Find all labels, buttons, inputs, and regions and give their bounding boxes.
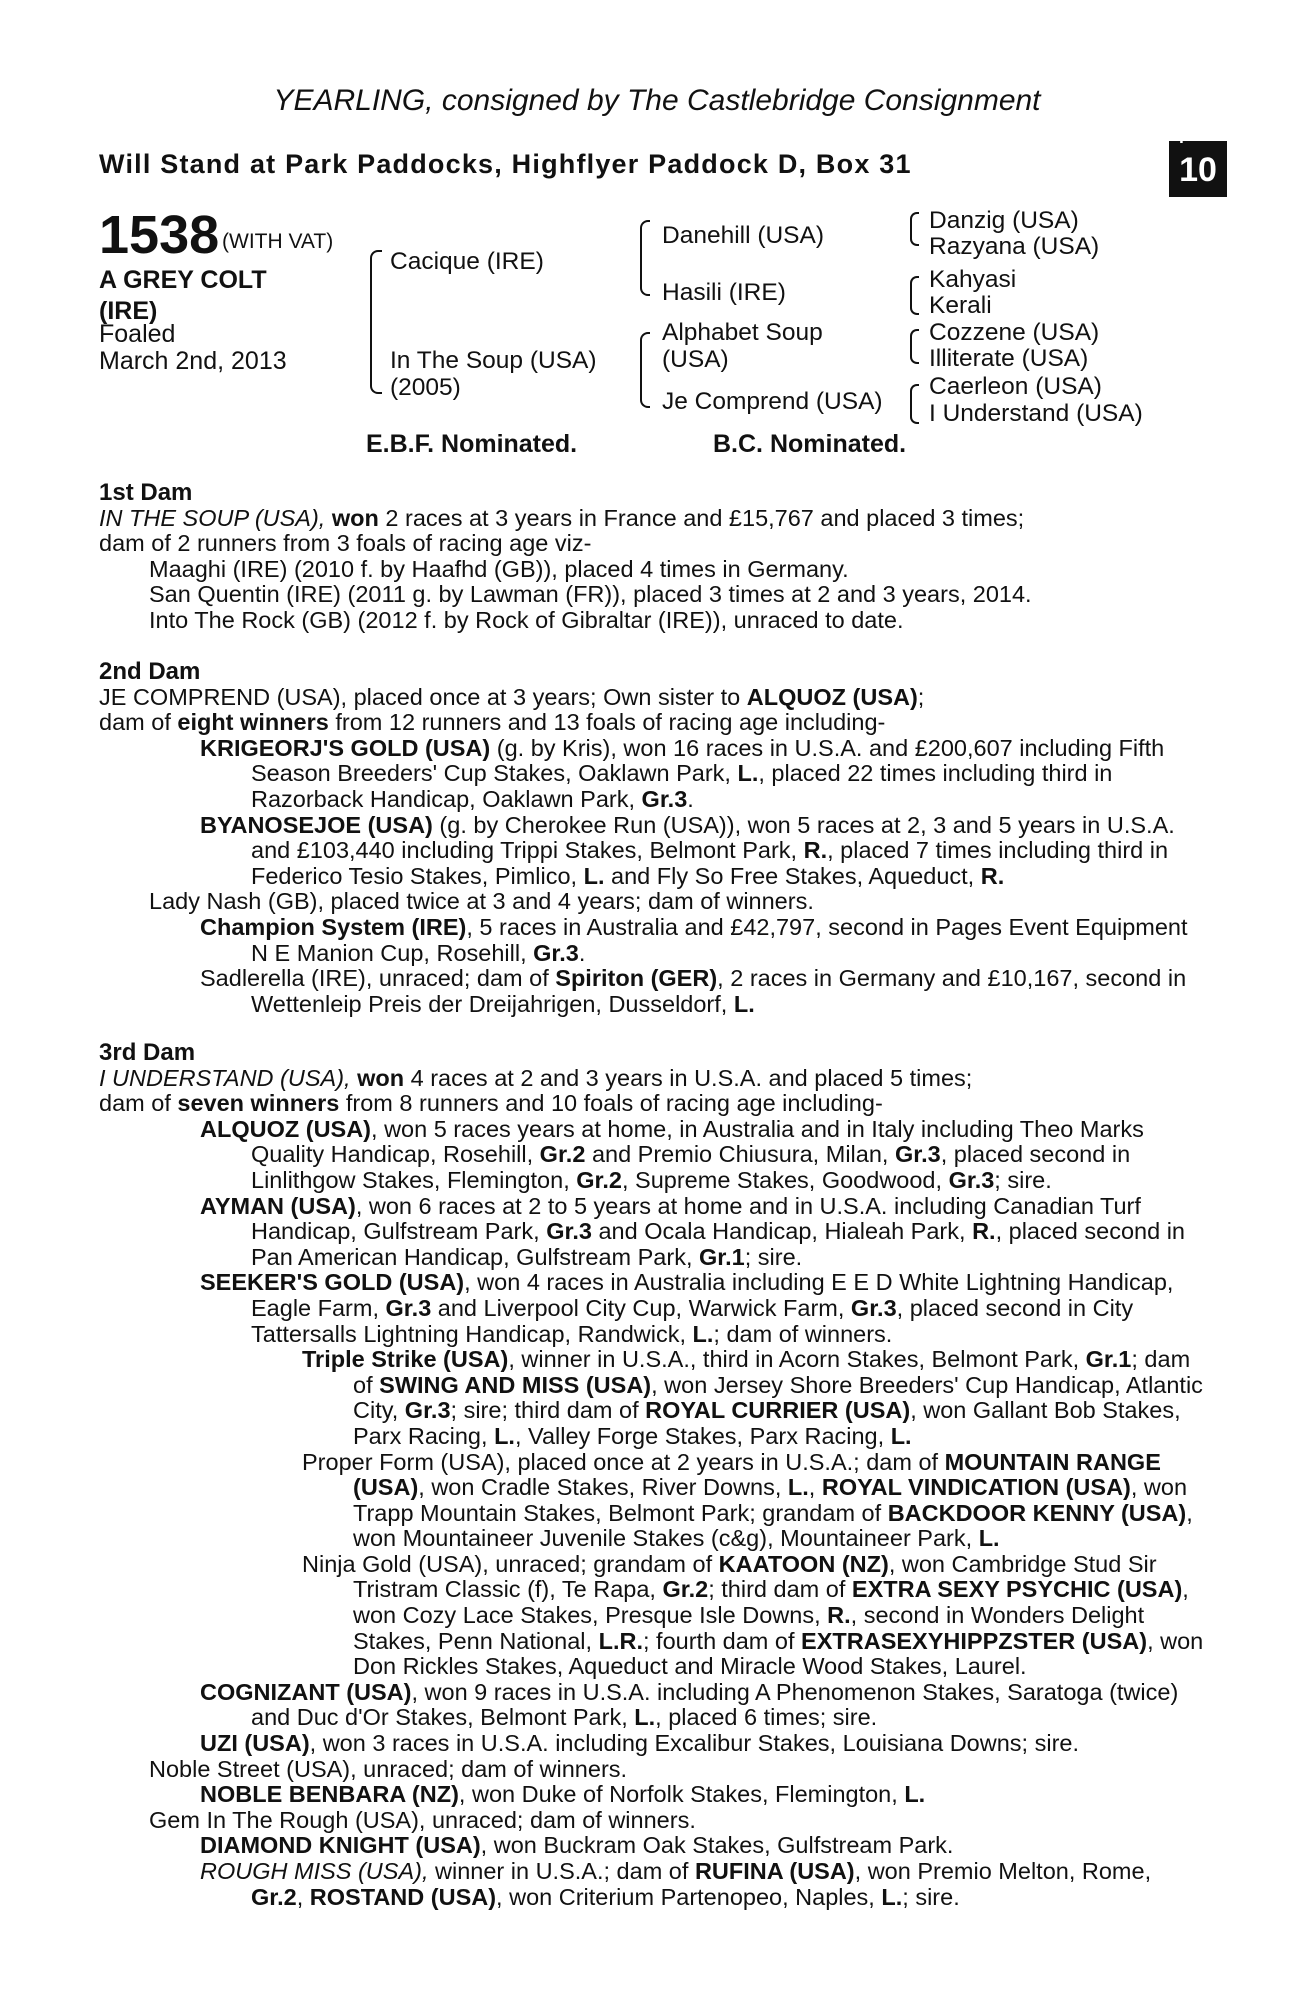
lot-badge <box>1169 125 1227 197</box>
bracket-ss <box>910 212 919 246</box>
ped-ss: Danehill (USA) <box>662 222 825 249</box>
noble-benbara: NOBLE BENBARA (NZ), won Duke of Norfolk Stakes, Flemington, L. <box>200 1781 926 1808</box>
bracket-dd <box>910 384 919 424</box>
ped-ddd: I Understand (USA) <box>929 400 1143 427</box>
ped-sdd: Kerali <box>929 292 992 319</box>
third-dam-line1: I UNDERSTAND (USA), won 4 races at 2 and 3 years in U.S.A. and placed 5 times; <box>99 1064 973 1091</box>
ped-dds: Caerleon (USA) <box>929 373 1102 400</box>
gem-in-the-rough: Gem In The Rough (USA), unraced; dam of winners. <box>149 1806 696 1833</box>
foal-1: Maaghi (IRE) (2010 f. by Haafhd (GB)), placed 4 times in Germany. <box>149 555 849 582</box>
first-dam-section <box>99 480 1204 634</box>
won-label: won <box>331 504 379 531</box>
winner-cognizant: COGNIZANT (USA), won 9 races in U.S.A. including A Phenomenon Stakes, Saratoga (twice) and Duc d'Or Stakes, Belmont Park, L., placed 6 times; sire. <box>200 1678 1179 1731</box>
lot-number: 1538 <box>99 205 220 265</box>
winner-seekers-gold: SEEKER'S GOLD (USA), won 4 races in Australia including E E D White Lightning Handicap, Eagle Farm, Gr.3 and Liverpool City Cup, Warwick Farm, Gr.3, placed second in City Tattersalls Lightning Handicap, Randwick, L.; dam of winners. <box>200 1269 1174 1347</box>
third-dam-heading: 3rd Dam <box>99 1039 196 1066</box>
rough-miss: ROUGH MISS (USA), winner in U.S.A.; dam of RUFINA (USA), won Premio Melton, Rome, Gr.2, ROSTAND (USA), won Criterium Partenopeo, Naples, L.; sire. <box>200 1858 1152 1910</box>
bc-nomination: B.C. Nominated. <box>713 430 907 458</box>
sadlerella: Sadlerella (IRE), unraced; dam of Spiriton (GER), 2 races in Germany and £10,167, second in Wettenleip Preis der Dreijahrigen, Dusseldorf, L. <box>200 965 1187 1017</box>
ped-ds-1: Alphabet Soup <box>662 319 823 346</box>
first-dam-name: IN THE SOUP (USA), <box>99 504 326 531</box>
foal-3: Into The Rock (GB) (2012 f. by Rock of Gibraltar (IRE)), unraced to date. <box>149 606 904 633</box>
winner-krigeorjs-gold: KRIGEORJ'S GOLD (USA) (g. by Kris), won 16 races in U.S.A. and £200,607 including Fifth Season Breeders' Cup Stakes, Oaklawn Park, L., placed 22 times including third in Razorback Handicap, Oaklawn Park, Gr.3. <box>200 734 1165 812</box>
champion-system: Champion System (IRE), 5 races in Australia and £42,797, second in Pages Event Equipment N E Manion Cup, Rosehill, Gr.3. <box>200 913 1188 966</box>
bracket-dam <box>640 332 650 408</box>
third-dam-section <box>99 1040 1204 1910</box>
badge-plus: + <box>1175 125 1188 150</box>
first-dam-line1 <box>99 506 1204 532</box>
ped-dd: Je Comprend (USA) <box>662 388 883 415</box>
ped-ssd: Razyana (USA) <box>929 233 1100 260</box>
diamond-knight: DIAMOND KNIGHT (USA), won Buckram Oak Stakes, Gulfstream Park. <box>200 1832 954 1859</box>
second-dam-heading: 2nd Dam <box>99 658 201 685</box>
winner-uzi: UZI (USA), won 3 races in U.S.A. including Excalibur Stakes, Louisiana Downs; sire. <box>200 1730 1079 1757</box>
ped-sd: Hasili (IRE) <box>662 279 786 306</box>
bracket-sire-dam <box>370 250 382 394</box>
lot-sex: A GREY COLT (IRE) <box>99 266 267 325</box>
ninja-gold: Ninja Gold (USA), unraced; grandam of KAATOON (NZ), won Cambridge Stud Sir Tristram Classic (f), Te Rapa, Gr.2; third dam of EXTRA SEXY PSYCHIC (USA), won Cozy Lace Stakes, Presque Isle Downs, R., second in Wonders Delight Stakes, Penn National, L.R.; fourth dam of EXTRASEXYHIPPZSTER (USA), won Don Rickles Stakes, Aqueduct and Miracle Wood Stakes, Laurel. <box>302 1550 1204 1680</box>
proper-form: Proper Form (USA), placed once at 2 years in U.S.A.; dam of MOUNTAIN RANGE (USA), won Cradle Stakes, River Downs, L., ROYAL VINDICATION (USA), won Trapp Mountain Stakes, Belmont Park; grandam of BACKDOOR KENNY (USA), won Mountaineer Juvenile Stakes (c&g), Mountaineer Park, L. <box>302 1448 1193 1552</box>
winner-ayman: AYMAN (USA), won 6 races at 2 to 5 years at home and in U.S.A. including Canadian Turf Handicap, Gulfstream Park, Gr.3 and Ocala Handicap, Hialeah Park, R., placed second in Pan American Handicap, Gulfstream Park, Gr.1; sire. <box>200 1192 1185 1270</box>
triple-strike: Triple Strike (USA), winner in U.S.A., third in Acorn Stakes, Belmont Park, Gr.1; dam of SWING AND MISS (USA), won Jersey Shore Breeders' Cup Handicap, Atlantic City, Gr.3; sire; third dam of ROYAL CURRIER (USA), won Gallant Bob Stakes, Parx Racing, L., Valley Forge Stakes, Parx Racing, L. <box>302 1346 1203 1449</box>
first-dam-line2: dam of 2 runners from 3 foals of racing age viz- <box>99 530 592 557</box>
second-dam-section <box>99 659 1204 1017</box>
ped-ds-2: (USA) <box>662 346 729 373</box>
bracket-ds <box>910 329 919 364</box>
second-dam-line1: JE COMPREND (USA), placed once at 3 years; Own sister to ALQUOZ (USA); <box>99 683 925 710</box>
winner-alquoz: ALQUOZ (USA), won 5 races years at home, in Australia and in Italy including Theo Marks Quality Handicap, Rosehill, Gr.2 and Premio Chiusura, Milan, Gr.3, placed second in Linlithgow Stakes, Flemington, Gr.2, Supreme Stakes, Goodwood, Gr.3; sire. <box>200 1115 1144 1193</box>
first-dam-heading: 1st Dam <box>99 479 193 506</box>
lady-nash: Lady Nash (GB), placed twice at 3 and 4 years; dam of winners. <box>149 888 814 915</box>
third-dam-line2: dam of seven winners from 8 runners and 10 foals of racing age including- <box>99 1090 883 1117</box>
foaled-info <box>99 321 287 375</box>
ebf-nomination: E.B.F. Nominated. <box>366 430 578 458</box>
foaled-date: March 2nd, 2013 <box>99 347 287 375</box>
page-header: YEARLING, consigned by The Castlebridge Consignment <box>273 84 1041 117</box>
ped-sds: Kahyasi <box>929 266 1017 293</box>
badge-value: 10 <box>1179 151 1217 189</box>
stand-location: Will Stand at Park Paddocks, Highflyer Paddock D, Box 31 <box>99 149 912 179</box>
ped-sss: Danzig (USA) <box>929 207 1079 234</box>
bracket-sire <box>640 220 650 296</box>
ped-sire: Cacique (IRE) <box>390 248 544 275</box>
bracket-sd <box>910 276 919 315</box>
ped-dsd: Illiterate (USA) <box>929 345 1089 372</box>
noble-street: Noble Street (USA), unraced; dam of winners. <box>149 1755 628 1782</box>
winner-byanosejoe: BYANOSEJOE (USA) (g. by Cherokee Run (USA)), won 5 races at 2, 3 and 5 years in U.S.A. and £103,440 including Trippi Stakes, Belmont Park, R., placed 7 times including third in Federico Tesio Stakes, Pimlico, L. and Fly So Free Stakes, Aqueduct, R. <box>200 811 1175 889</box>
ped-dam: In The Soup (USA) <box>390 347 597 374</box>
foal-2: San Quentin (IRE) (2011 g. by Lawman (FR)), placed 3 times at 2 and 3 years, 2014. <box>149 581 1032 608</box>
foaled-label: Foaled <box>99 320 176 348</box>
ped-dam-year: (2005) <box>390 374 461 401</box>
second-dam-line2: dam of eight winners from 12 runners and 13 foals of racing age including- <box>99 709 886 736</box>
vat-note: (WITH VAT) <box>222 230 334 253</box>
ped-dss: Cozzene (USA) <box>929 319 1100 346</box>
first-dam-record: 2 races at 3 years in France and £15,767 and placed 3 times; <box>385 504 1025 531</box>
